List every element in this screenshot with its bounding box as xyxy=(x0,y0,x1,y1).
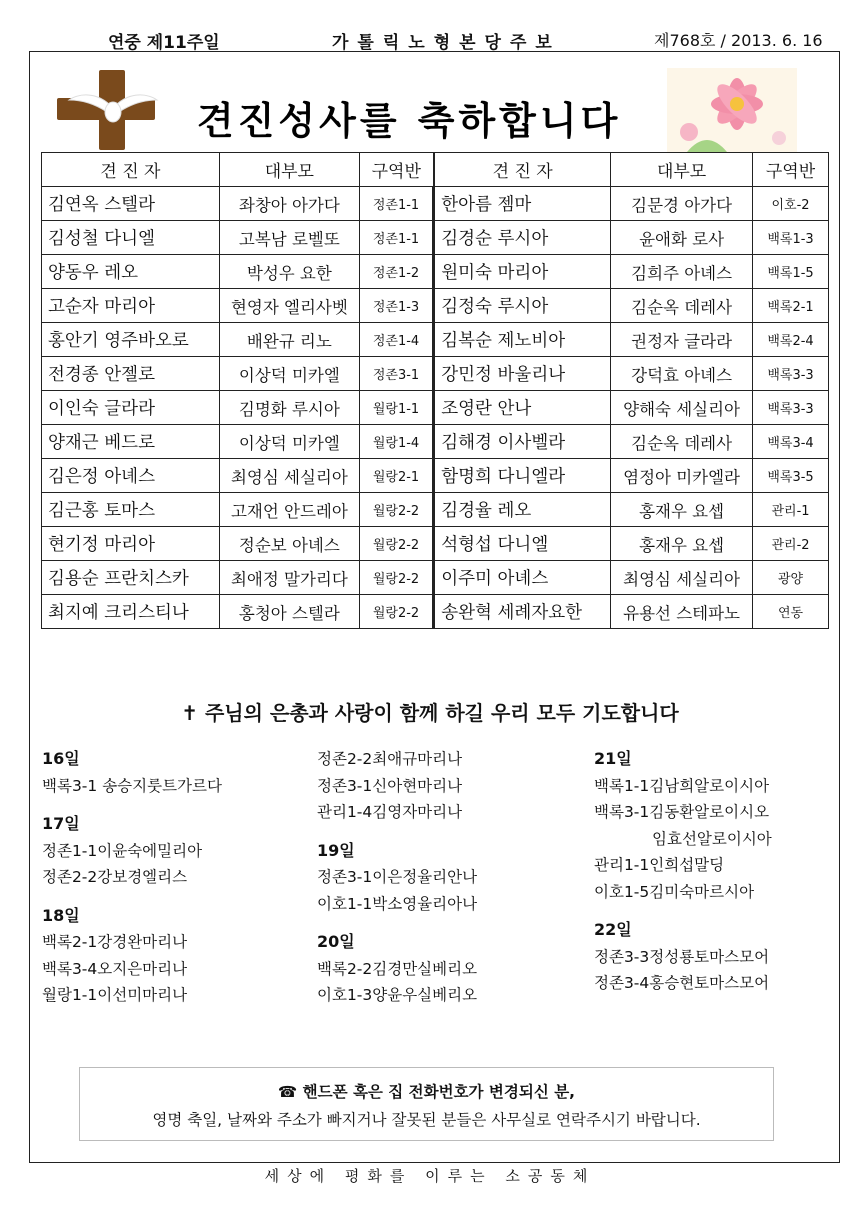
notice-box xyxy=(79,1067,774,1141)
phone-icon: ☎ xyxy=(277,1083,298,1101)
confirmand-cell: 한아름 젬마 xyxy=(435,187,611,221)
table-row xyxy=(42,255,829,289)
list-item: 백록2-1강경완마리나 xyxy=(42,933,188,951)
confirmand-cell: 김성철 다니엘 xyxy=(42,221,220,255)
district-cell: 월랑2-2 xyxy=(359,527,433,561)
list-item: 정존1-1이윤숙에밀리아 xyxy=(42,841,203,860)
list-item: 백록3-1김동환알로이시오 xyxy=(594,803,770,821)
cross-icon: ✝ xyxy=(181,701,198,725)
sponsor-cell: 최애정 말가리다 xyxy=(219,561,359,595)
confirmand-cell: 고순자 마리아 xyxy=(42,289,220,323)
district-cell: 정존1-1 xyxy=(359,187,433,221)
banner-title: 견진성사를 축하합니다 xyxy=(197,99,622,143)
district-cell: 월랑1-1 xyxy=(359,391,433,425)
district-cell: 정존1-4 xyxy=(359,323,433,357)
list-item: 백록1-1김남희알로이시아 xyxy=(594,776,770,795)
table-row xyxy=(42,289,829,323)
list-item: 이호1-3양윤우실베리오 xyxy=(317,986,478,1004)
prayer-title: 주님의 은총과 사랑이 함께 하길 우리 모두 기도합니다 xyxy=(204,701,679,725)
district-cell: 이호-2 xyxy=(753,187,829,221)
table-header-row xyxy=(42,153,829,187)
dove-icon xyxy=(67,86,159,126)
confirmation-table xyxy=(41,152,829,629)
table-row xyxy=(42,459,829,493)
district-cell: 백록1-3 xyxy=(753,221,829,255)
table-row xyxy=(42,221,829,255)
district-cell: 관리-1 xyxy=(753,493,829,527)
list-item: 정존3-1신아현마리나 xyxy=(317,776,463,795)
col-header-district: 구역반 xyxy=(753,153,829,187)
table-row xyxy=(42,561,829,595)
list-item: 임효선알로이시아 xyxy=(652,829,772,848)
table-row xyxy=(42,357,829,391)
banner xyxy=(57,68,797,152)
confirmand-cell: 강민정 바울리나 xyxy=(435,357,611,391)
day-label: 20일 xyxy=(317,932,355,951)
table-row xyxy=(42,527,829,561)
district-cell: 정존3-1 xyxy=(359,357,433,391)
district-cell: 백록3-5 xyxy=(753,459,829,493)
table-row xyxy=(42,187,829,221)
confirmand-cell: 김해경 이사벨라 xyxy=(435,425,611,459)
district-cell: 백록3-3 xyxy=(753,357,829,391)
feast-column-3 xyxy=(594,746,772,997)
day-label: 18일 xyxy=(42,905,80,925)
confirmand-cell: 김정숙 루시아 xyxy=(435,289,611,323)
list-item: 정존3-3정성룡토마스모어 xyxy=(594,947,770,966)
list-item: 정존3-4홍승현토마스모어 xyxy=(594,974,770,992)
district-cell: 백록1-5 xyxy=(753,255,829,289)
list-item: 정존2-2최애규마리나 xyxy=(317,750,463,768)
table-row xyxy=(42,391,829,425)
confirmand-cell: 조영란 안나 xyxy=(435,391,611,425)
list-item: 백록3-1 송승지룻트가르다 xyxy=(42,776,222,795)
sponsor-cell: 최영심 세실리아 xyxy=(611,561,753,595)
confirmand-cell: 홍안기 영주바오로 xyxy=(42,323,220,357)
sponsor-cell: 홍청아 스텔라 xyxy=(219,595,359,629)
table-row xyxy=(42,323,829,357)
confirmand-cell: 이인숙 글라라 xyxy=(42,391,220,425)
district-cell: 월랑1-4 xyxy=(359,425,433,459)
sponsor-cell: 현영자 엘리사벳 xyxy=(219,289,359,323)
confirmand-cell: 김용순 프란치스카 xyxy=(42,561,220,595)
list-item: 정존2-2강보경엘리스 xyxy=(42,868,188,886)
sponsor-cell: 염정아 미카엘라 xyxy=(611,459,753,493)
sponsor-cell: 김희주 아녜스 xyxy=(611,255,753,289)
day-label: 19일 xyxy=(317,840,355,860)
sponsor-cell: 유용선 스테파노 xyxy=(611,595,753,629)
district-cell: 관리-2 xyxy=(753,527,829,561)
notice-text-1: 핸드폰 혹은 집 전화번호가 변경되신 분, xyxy=(302,1083,576,1101)
feast-column-2 xyxy=(317,746,477,1009)
confirmand-cell: 양동우 레오 xyxy=(42,255,220,289)
footer-slogan: 세상에 평화를 이루는 소공동체 xyxy=(264,1167,596,1185)
list-item: 관리1-1인희섭말딩 xyxy=(594,856,725,874)
district-cell: 백록3-4 xyxy=(753,425,829,459)
district-cell: 정존1-2 xyxy=(359,255,433,289)
list-item: 관리1-4김영자마리나 xyxy=(317,803,463,821)
confirmand-cell: 김근홍 토마스 xyxy=(42,493,220,527)
confirmand-cell: 전경종 안젤로 xyxy=(42,357,220,391)
col-header-sponsor: 대부모 xyxy=(219,153,359,187)
sponsor-cell: 배완규 리노 xyxy=(219,323,359,357)
liturgical-week: 연중 제11주일 xyxy=(108,33,220,53)
sponsor-cell: 이상덕 미카엘 xyxy=(219,425,359,459)
sponsor-cell: 양해숙 세실리아 xyxy=(611,391,753,425)
confirmand-cell: 김경율 레오 xyxy=(435,493,611,527)
confirmand-cell: 원미숙 마리아 xyxy=(435,255,611,289)
sponsor-cell: 김순옥 데레사 xyxy=(611,425,753,459)
day-label: 21일 xyxy=(594,749,632,768)
col-header-sponsor: 대부모 xyxy=(611,153,753,187)
bulletin-title: 가톨릭노형본당주보 xyxy=(332,33,561,53)
confirmand-cell: 김복순 제노비아 xyxy=(435,323,611,357)
day-label: 22일 xyxy=(594,920,632,939)
confirmand-cell: 석형섭 다니엘 xyxy=(435,527,611,561)
flower-icon xyxy=(667,68,797,152)
sponsor-cell: 좌창아 아가다 xyxy=(219,187,359,221)
sponsor-cell: 김문경 아가다 xyxy=(611,187,753,221)
district-cell: 월랑2-2 xyxy=(359,493,433,527)
sponsor-cell: 최영심 세실리아 xyxy=(219,459,359,493)
district-cell: 광양 xyxy=(753,561,829,595)
page-header xyxy=(0,22,860,53)
district-cell: 백록3-3 xyxy=(753,391,829,425)
notice-line-1 xyxy=(80,1080,773,1102)
sponsor-cell: 윤애화 로사 xyxy=(611,221,753,255)
col-header-district: 구역반 xyxy=(359,153,433,187)
confirmand-cell: 최지예 크리스티나 xyxy=(42,595,220,629)
district-cell: 정존1-3 xyxy=(359,289,433,323)
notice-line-2: 영명 축일, 날짜와 주소가 빠지거나 잘못된 분들은 사무실로 연락주시기 바랍니다. xyxy=(152,1111,701,1129)
district-cell: 월랑2-1 xyxy=(359,459,433,493)
list-item: 백록2-2김경만실베리오 xyxy=(317,959,478,978)
confirmand-cell: 김연옥 스텔라 xyxy=(42,187,220,221)
day-label: 16일 xyxy=(42,749,80,768)
list-item: 백록3-4오지은마리나 xyxy=(42,959,188,978)
col-header-confirmand: 견 진 자 xyxy=(435,153,611,187)
table-row xyxy=(42,425,829,459)
district-cell: 백록2-4 xyxy=(753,323,829,357)
sponsor-cell: 김순옥 데레사 xyxy=(611,289,753,323)
sponsor-cell: 박성우 요한 xyxy=(219,255,359,289)
table-row xyxy=(42,595,829,629)
district-cell: 월랑2-2 xyxy=(359,595,433,629)
sponsor-cell: 고복남 로벨또 xyxy=(219,221,359,255)
feast-column-1 xyxy=(42,746,222,1009)
list-item: 월랑1-1이선미마리나 xyxy=(42,986,188,1004)
col-header-confirmand: 견 진 자 xyxy=(42,153,220,187)
confirmand-cell: 김은정 아녜스 xyxy=(42,459,220,493)
sponsor-cell: 고재언 안드레아 xyxy=(219,493,359,527)
sponsor-cell: 강덕효 아녜스 xyxy=(611,357,753,391)
list-item: 이호1-5김미숙마르시아 xyxy=(594,882,755,901)
table-row xyxy=(42,493,829,527)
sponsor-cell: 권정자 글라라 xyxy=(611,323,753,357)
table-body xyxy=(42,187,829,629)
list-item: 정존3-1이은정율리안나 xyxy=(317,868,478,886)
confirmand-cell: 양재근 베드로 xyxy=(42,425,220,459)
confirmand-cell: 이주미 아녜스 xyxy=(435,561,611,595)
sponsor-cell: 홍재우 요셉 xyxy=(611,493,753,527)
issue-date: 제768호 / 2013. 6. 16 xyxy=(654,31,823,50)
confirmand-cell: 현기정 마리아 xyxy=(42,527,220,561)
sponsor-cell: 홍재우 요셉 xyxy=(611,527,753,561)
prayer-heading xyxy=(0,697,860,726)
district-cell: 백록2-1 xyxy=(753,289,829,323)
day-label: 17일 xyxy=(42,814,80,833)
district-cell: 정존1-1 xyxy=(359,221,433,255)
confirmand-cell: 송완혁 세례자요한 xyxy=(435,595,611,629)
sponsor-cell: 이상덕 미카엘 xyxy=(219,357,359,391)
district-cell: 연동 xyxy=(753,595,829,629)
sponsor-cell: 김명화 루시아 xyxy=(219,391,359,425)
district-cell: 월랑2-2 xyxy=(359,561,433,595)
sponsor-cell: 정순보 아녜스 xyxy=(219,527,359,561)
confirmand-cell: 김경순 루시아 xyxy=(435,221,611,255)
list-item: 이호1-1박소영율리아나 xyxy=(317,894,478,913)
confirmand-cell: 함명희 다니엘라 xyxy=(435,459,611,493)
